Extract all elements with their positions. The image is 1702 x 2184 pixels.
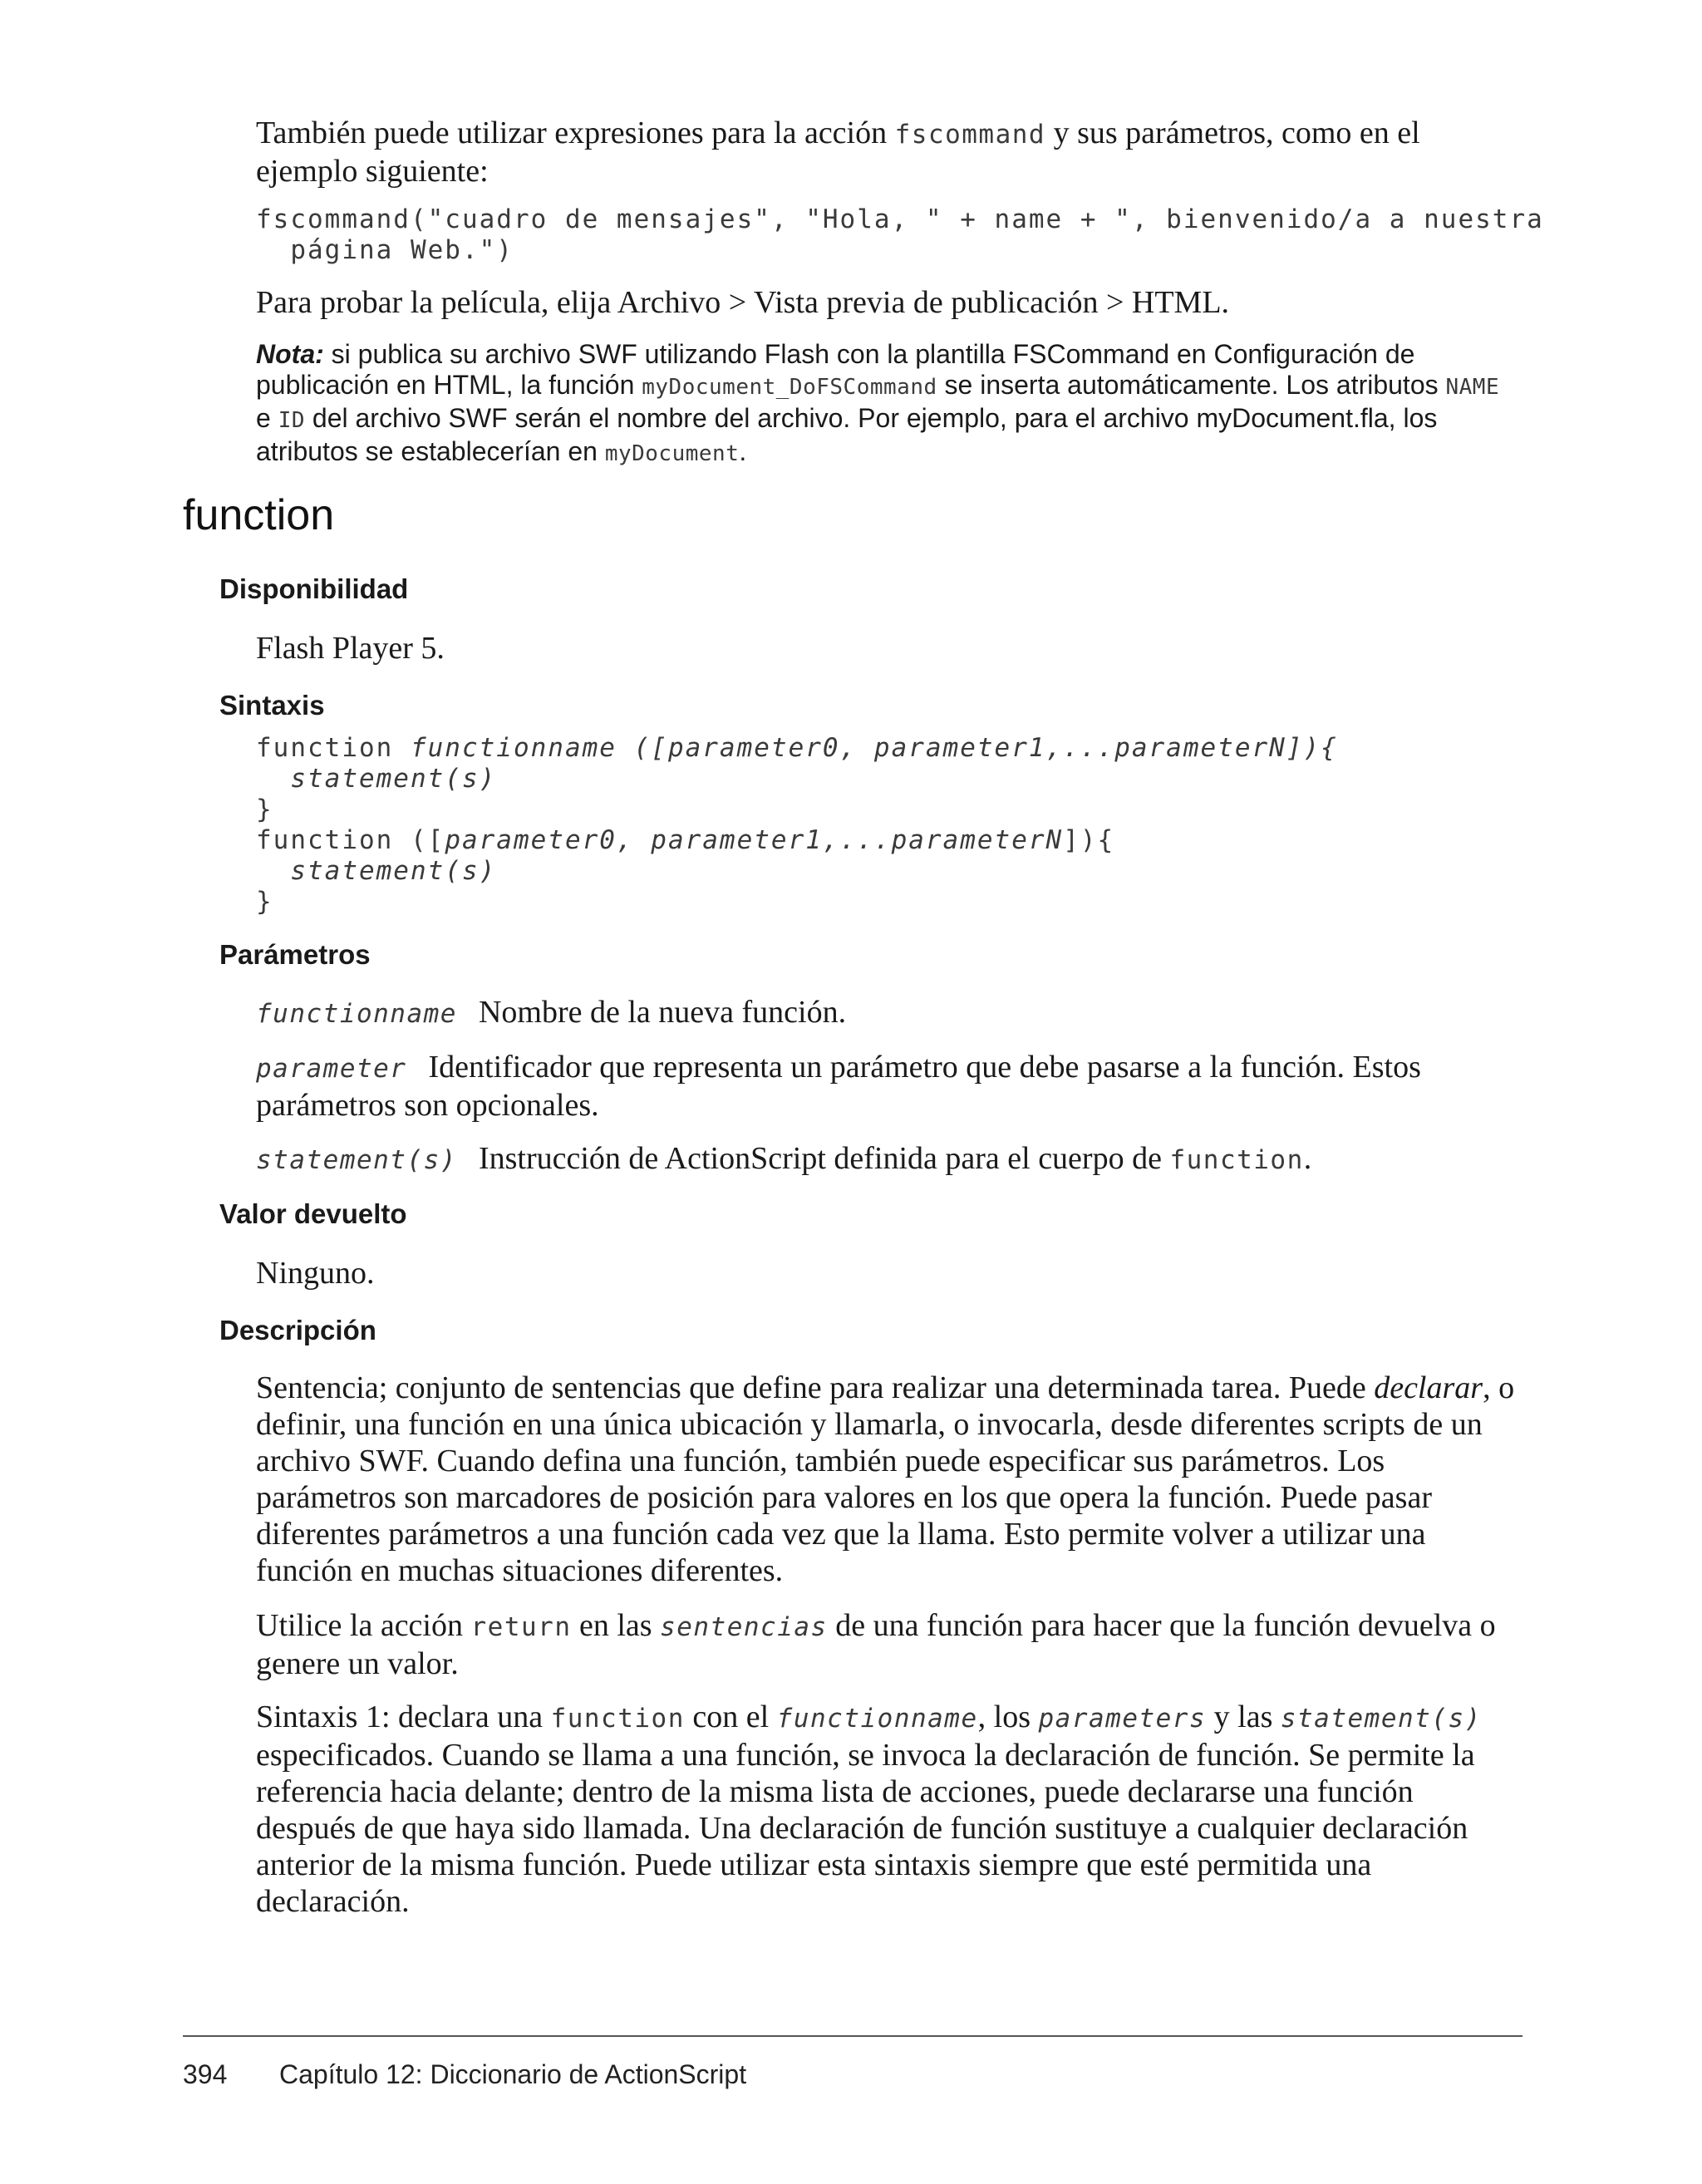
note-code-id: ID (278, 408, 305, 433)
footer-divider (183, 2035, 1522, 2037)
description-heading: Descripción (219, 1315, 376, 1345)
param-desc-code: function (1169, 1145, 1304, 1175)
code-return: return (470, 1612, 572, 1642)
syntax-code-block: function functionname ([parameter0, parameter1,...parameterN]){ statement(s) } function ([parameter0, parameter1,...parameterN]){ statement(s) } (256, 733, 1338, 917)
note-box: Nota: si publica su archivo SWF utilizando Flash con la plantilla FSCommand en Configuración de publicación en HTML, la función myDocument_DoFSCommand se inserta automáticamente. Los atributos NAME e ID del archivo SWF serán el nombre del archivo. Por ejemplo, para el archivo myDocument.fla, los atributos se establecerían en myDocument. (256, 339, 1500, 466)
note-label: Nota: (256, 339, 324, 369)
syntax-heading: Sintaxis (219, 690, 325, 721)
intro-paragraph (256, 115, 1519, 189)
note-code-dofscommand: myDocument_DoFSCommand (642, 375, 937, 400)
page-number: 394 (183, 2059, 228, 2089)
intro-text-a: También puede utilizar expresiones para la acción (256, 116, 895, 150)
param-row: statement(s) Instrucción de ActionScript definida para el cuerpo de function. (256, 1141, 1312, 1176)
param-name: functionname (256, 999, 457, 1029)
return-value-heading: Valor devuelto (219, 1198, 407, 1229)
return-value-text: Ninguno. (256, 1256, 375, 1291)
param-row (256, 994, 1519, 1032)
description-paragraph-3: Sintaxis 1: declara una function con el functionname, los parameters y las statement(s) especificados. Cuando se llama a una función, se invoca la declaración de función. Se permite la referencia hacia delante; dentro de la misma lista de acciones, puede declararse una función después de que haya sido llamada. Una declaración de función sustituye a cualquier declaración anterior de la misma función. Puede utilizar esta sintaxis siempre que esté permitida una declaración. (256, 1699, 1482, 1919)
param-desc: Identificador que representa un parámetro que debe pasarse a la función. Estos parámetros son opcionales. (256, 1050, 1421, 1123)
param-name: statement(s) (256, 1145, 457, 1175)
param-name: parameter (256, 1054, 407, 1084)
fscommand-code-example: fscommand("cuadro de mensajes", "Hola, " + name + ", bienvenido/a a nuestra página Web.") (256, 204, 1544, 265)
test-instruction: Para probar la película, elija Archivo > Vista previa de publicación > HTML. (256, 285, 1230, 320)
chapter-title: Capítulo 12: Diccionario de ActionScript (279, 2059, 747, 2089)
param-desc: Instrucción de ActionScript definida para el cuerpo de (478, 1141, 1170, 1176)
section-title: function (183, 491, 335, 539)
param-row (256, 1049, 1519, 1124)
param-desc: Nombre de la nueva función. (478, 995, 847, 1030)
note-code-mydocument: myDocument (604, 441, 740, 466)
intro-text-b: y sus parámetros, como en el ejemplo siguiente: (256, 116, 1420, 189)
description-paragraph-2: Utilice la acción return en las sentencias de una función para hacer que la función devuelva o genere un valor. (256, 1608, 1496, 1681)
parameters-heading: Parámetros (219, 939, 371, 970)
availability-text: Flash Player 5. (256, 631, 445, 666)
availability-heading: Disponibilidad (219, 573, 409, 604)
intro-code-fscommand: fscommand (894, 120, 1046, 150)
description-paragraph-1: Sentencia; conjunto de sentencias que define para realizar una determinada tarea. Puede declarar, o definir, una función en una única ubicación y llamarla, o invocarla, desde diferentes scripts de un archivo SWF. Cuando defina una función, también puede especificar sus parámetros. Los parámetros son marcadores de posición para valores en los que opera la función. Puede pasar diferentes parámetros a una función cada vez que la llama. Esto permite volver a utilizar una función en muchas situaciones diferentes. (256, 1370, 1515, 1588)
note-code-name: NAME (1445, 375, 1500, 400)
code-sentencias: sentencias (660, 1612, 828, 1642)
